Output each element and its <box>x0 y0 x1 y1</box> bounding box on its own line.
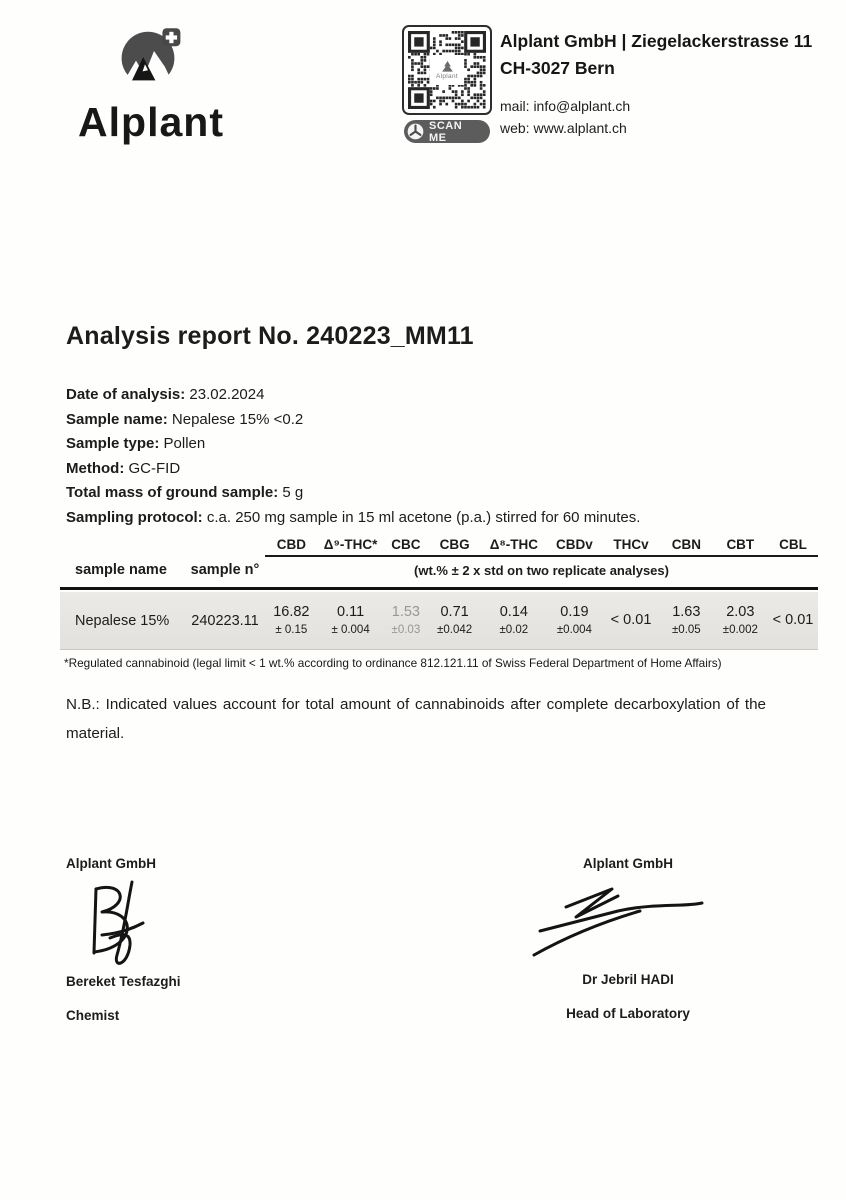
mail-line: mail: info@alplant.ch <box>500 98 631 114</box>
column-header-cbg: CBG <box>439 537 470 552</box>
qr-center <box>430 55 464 85</box>
result-cell-cbd: 16.82 ± 0.15 <box>273 604 310 636</box>
unit-note: (wt.% ± 2 x std on two replicate analyses) <box>414 562 669 578</box>
column-header-sample-name: sample name <box>75 562 167 578</box>
detail-sample-type: Sample type: Pollen <box>66 435 206 453</box>
result-cell-d8thc: 0.14 ±0.02 <box>499 604 529 636</box>
cell-sample-no: 240223.11 <box>191 612 259 629</box>
chemist-signature-image <box>80 879 266 970</box>
result-cell-d9thc: 0.11 ± 0.004 <box>331 604 370 636</box>
qr-center-label: Alplant <box>436 72 458 80</box>
column-header-cbn: CBN <box>671 537 701 552</box>
column-header-d8thc: Δ⁸-THC <box>489 537 539 552</box>
company-logo <box>46 22 256 146</box>
signer-name: Dr Jebril HADI <box>582 972 674 987</box>
result-row <box>60 592 818 650</box>
column-header-cbt: CBT <box>726 537 755 552</box>
column-header-cbl: CBL <box>779 537 807 552</box>
qr-code <box>402 25 492 115</box>
detail-total-mass: Total mass of ground sample: 5 g <box>66 484 304 502</box>
scan-me-badge <box>404 120 490 143</box>
tree-icon <box>442 61 453 73</box>
column-header-thcv: THCv <box>613 537 649 552</box>
results-table <box>60 537 818 670</box>
company-address <box>500 28 812 139</box>
result-cell-thcv: < 0.01 <box>610 612 652 628</box>
detail-method: Method: GC-FID <box>66 459 181 477</box>
result-cell-cbc: 1.53 ±0.03 <box>391 604 421 636</box>
table-subheader-row <box>60 558 818 582</box>
web-line: web: www.alplant.ch <box>500 120 627 136</box>
result-cell-cbl: < 0.01 <box>772 612 814 628</box>
signer-role: Chemist <box>66 1008 120 1023</box>
column-header-d9thc: Δ⁹-THC* <box>323 537 378 552</box>
column-header-cbd: CBD <box>276 537 306 552</box>
result-cell-cbt: 2.03 ±0.002 <box>722 604 758 636</box>
address-line-2: CH-3027 Bern <box>500 58 615 78</box>
qr-block <box>402 25 494 143</box>
signature-company: Alplant GmbH <box>583 856 673 871</box>
scan-icon <box>407 123 424 140</box>
address-line-1: Alplant GmbH | Ziegelackerstrasse 11 <box>500 31 813 51</box>
table-footnote: *Regulated cannabinoid (legal limit < 1 wt.% according to ordinance 812.121.11 of Swiss Federal Department of Home Affairs) <box>64 656 722 670</box>
detail-date: Date of analysis: 23.02.2024 <box>66 386 265 403</box>
head-of-laboratory-signature-image <box>518 879 738 964</box>
column-header-sample-no: sample n° <box>190 562 260 578</box>
report-title: Analysis report No. 240223_MM11 <box>66 322 474 350</box>
result-cell-cbn: 1.63 ±0.05 <box>671 604 701 636</box>
result-cell-cbdv: 0.19 ±0.004 <box>556 604 592 636</box>
report-details <box>66 383 640 531</box>
signature-block-head-of-laboratory <box>518 856 738 1021</box>
result-cell-cbg: 0.71 ±0.042 <box>437 604 473 636</box>
cannabinoid-header-row <box>60 537 818 557</box>
detail-sampling-protocol: Sampling protocol: c.a. 250 mg sample in 15 ml acetone (p.a.) stirred for 60 minutes. <box>66 508 641 526</box>
cell-sample-name: Nepalese 15% <box>75 612 170 629</box>
scan-badge-label: SCAN ME <box>429 119 463 144</box>
detail-sample-name: Sample name: Nepalese 15% <0.2 <box>66 410 304 428</box>
logo-wordmark: Alplant <box>78 99 224 145</box>
signer-name: Bereket Tesfazghi <box>66 974 181 989</box>
signature-company: Alplant GmbH <box>66 856 156 871</box>
column-header-cbdv: CBDv <box>556 537 593 552</box>
nb-note: N.B.: Indicated values account for total amount of cannabinoids after complete decarboxylation of the material. <box>66 696 766 742</box>
mountain-logo-icon <box>118 22 184 103</box>
column-header-cbc: CBC <box>391 537 421 552</box>
signer-role: Head of Laboratory <box>566 1006 690 1021</box>
signature-block-chemist <box>66 856 266 1023</box>
table-header <box>60 537 818 590</box>
